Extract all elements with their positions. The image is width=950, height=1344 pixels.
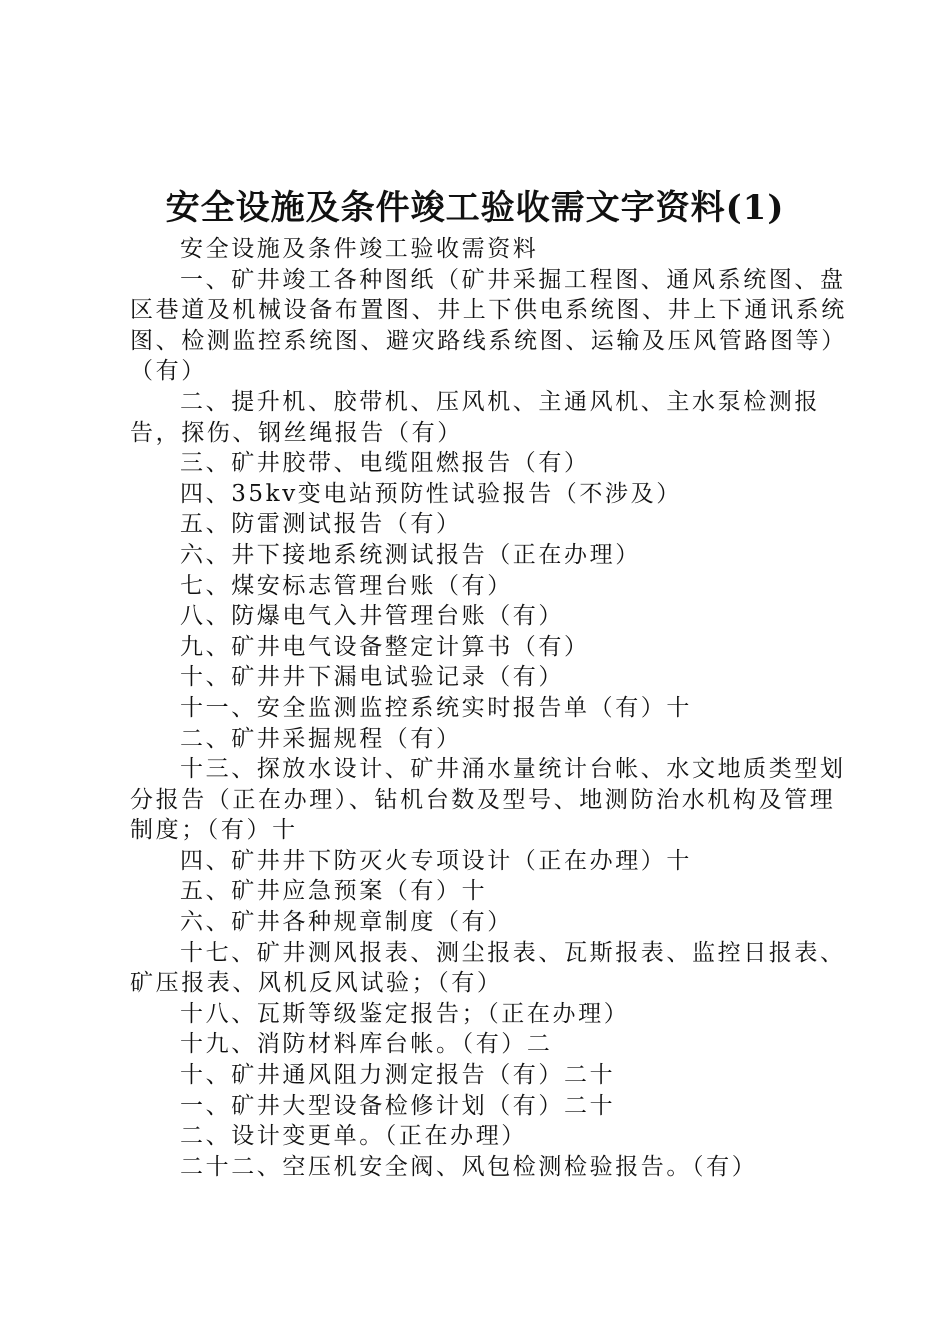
- paragraph-item-6: 六、井下接地系统测试报告（正在办理）: [180, 541, 641, 568]
- paragraph-item-14: 四、矿井井下防灭火专项设计（正在办理）十: [180, 847, 692, 874]
- paragraph-item-8: 八、防爆电气入井管理台账（有）: [180, 603, 564, 630]
- paragraph-item-4: 四、35kv变电站预防性试验报告（不涉及）: [180, 480, 682, 507]
- paragraph-item-23: 二十二、空压机安全阀、风包检测检验报告。（有）: [180, 1153, 758, 1180]
- paragraph-item-12: 二、矿井采掘规程（有）: [180, 725, 462, 752]
- paragraph-item-22: 二、设计变更单。（正在办理）: [180, 1123, 527, 1150]
- paragraph-heading: 安全设施及条件竣工验收需资料: [180, 236, 539, 262]
- paragraph-item-21: 一、矿井大型设备检修计划（有）二十: [180, 1092, 616, 1119]
- paragraph-item-5: 五、防雷测试报告（有）: [180, 511, 462, 538]
- paragraph-item-20: 十、矿井通风阻力测定报告（有）二十: [180, 1062, 616, 1089]
- paragraph-item-7: 七、煤安标志管理台账（有）: [180, 572, 513, 599]
- paragraph-item-13: 十三、探放水设计、矿井涌水量统计台帐、水文地质类型划分报告（正在办理）、钻机台数及型号、地测防治水机构及管理制度；（有）十: [130, 756, 846, 844]
- paragraph-item-17: 十七、矿井测风报表、测尘报表、瓦斯报表、监控日报表、矿压报表、风机反风试验；（有）: [130, 939, 846, 997]
- paragraph-item-15: 五、矿井应急预案（有）十: [180, 878, 488, 905]
- document-title: 安全设施及条件竣工验收需文字资料(1): [165, 188, 785, 228]
- paragraph-item-16: 六、矿井各种规章制度（有）: [180, 909, 513, 936]
- document-body: [130, 234, 850, 1182]
- paragraph-item-19: 十九、消防材料库台帐。（有）二: [180, 1031, 553, 1058]
- paragraph-item-1: 一、矿井竣工各种图纸（矿井采掘工程图、通风系统图、盘区巷道及机械设备布置图、井上下供电系统图、井上下通讯系统图、检测监控系统图、避灾路线系统图、运输及压风管路图等）（有）: [130, 266, 847, 385]
- paragraph-item-11: 十一、安全监测监控系统实时报告单（有）十: [180, 694, 692, 721]
- paragraph-item-18: 十八、瓦斯等级鉴定报告；（正在办理）: [180, 1000, 630, 1027]
- paragraph-item-10: 十、矿井井下漏电试验记录（有）: [180, 664, 564, 691]
- paragraph-item-3: 三、矿井胶带、电缆阻燃报告（有）: [180, 450, 590, 477]
- paragraph-item-9: 九、矿井电气设备整定计算书（有）: [180, 633, 590, 660]
- paragraph-item-2: 二、提升机、胶带机、压风机、主通风机、主水泵检测报告，探伤、钢丝绳报告（有）: [130, 388, 820, 446]
